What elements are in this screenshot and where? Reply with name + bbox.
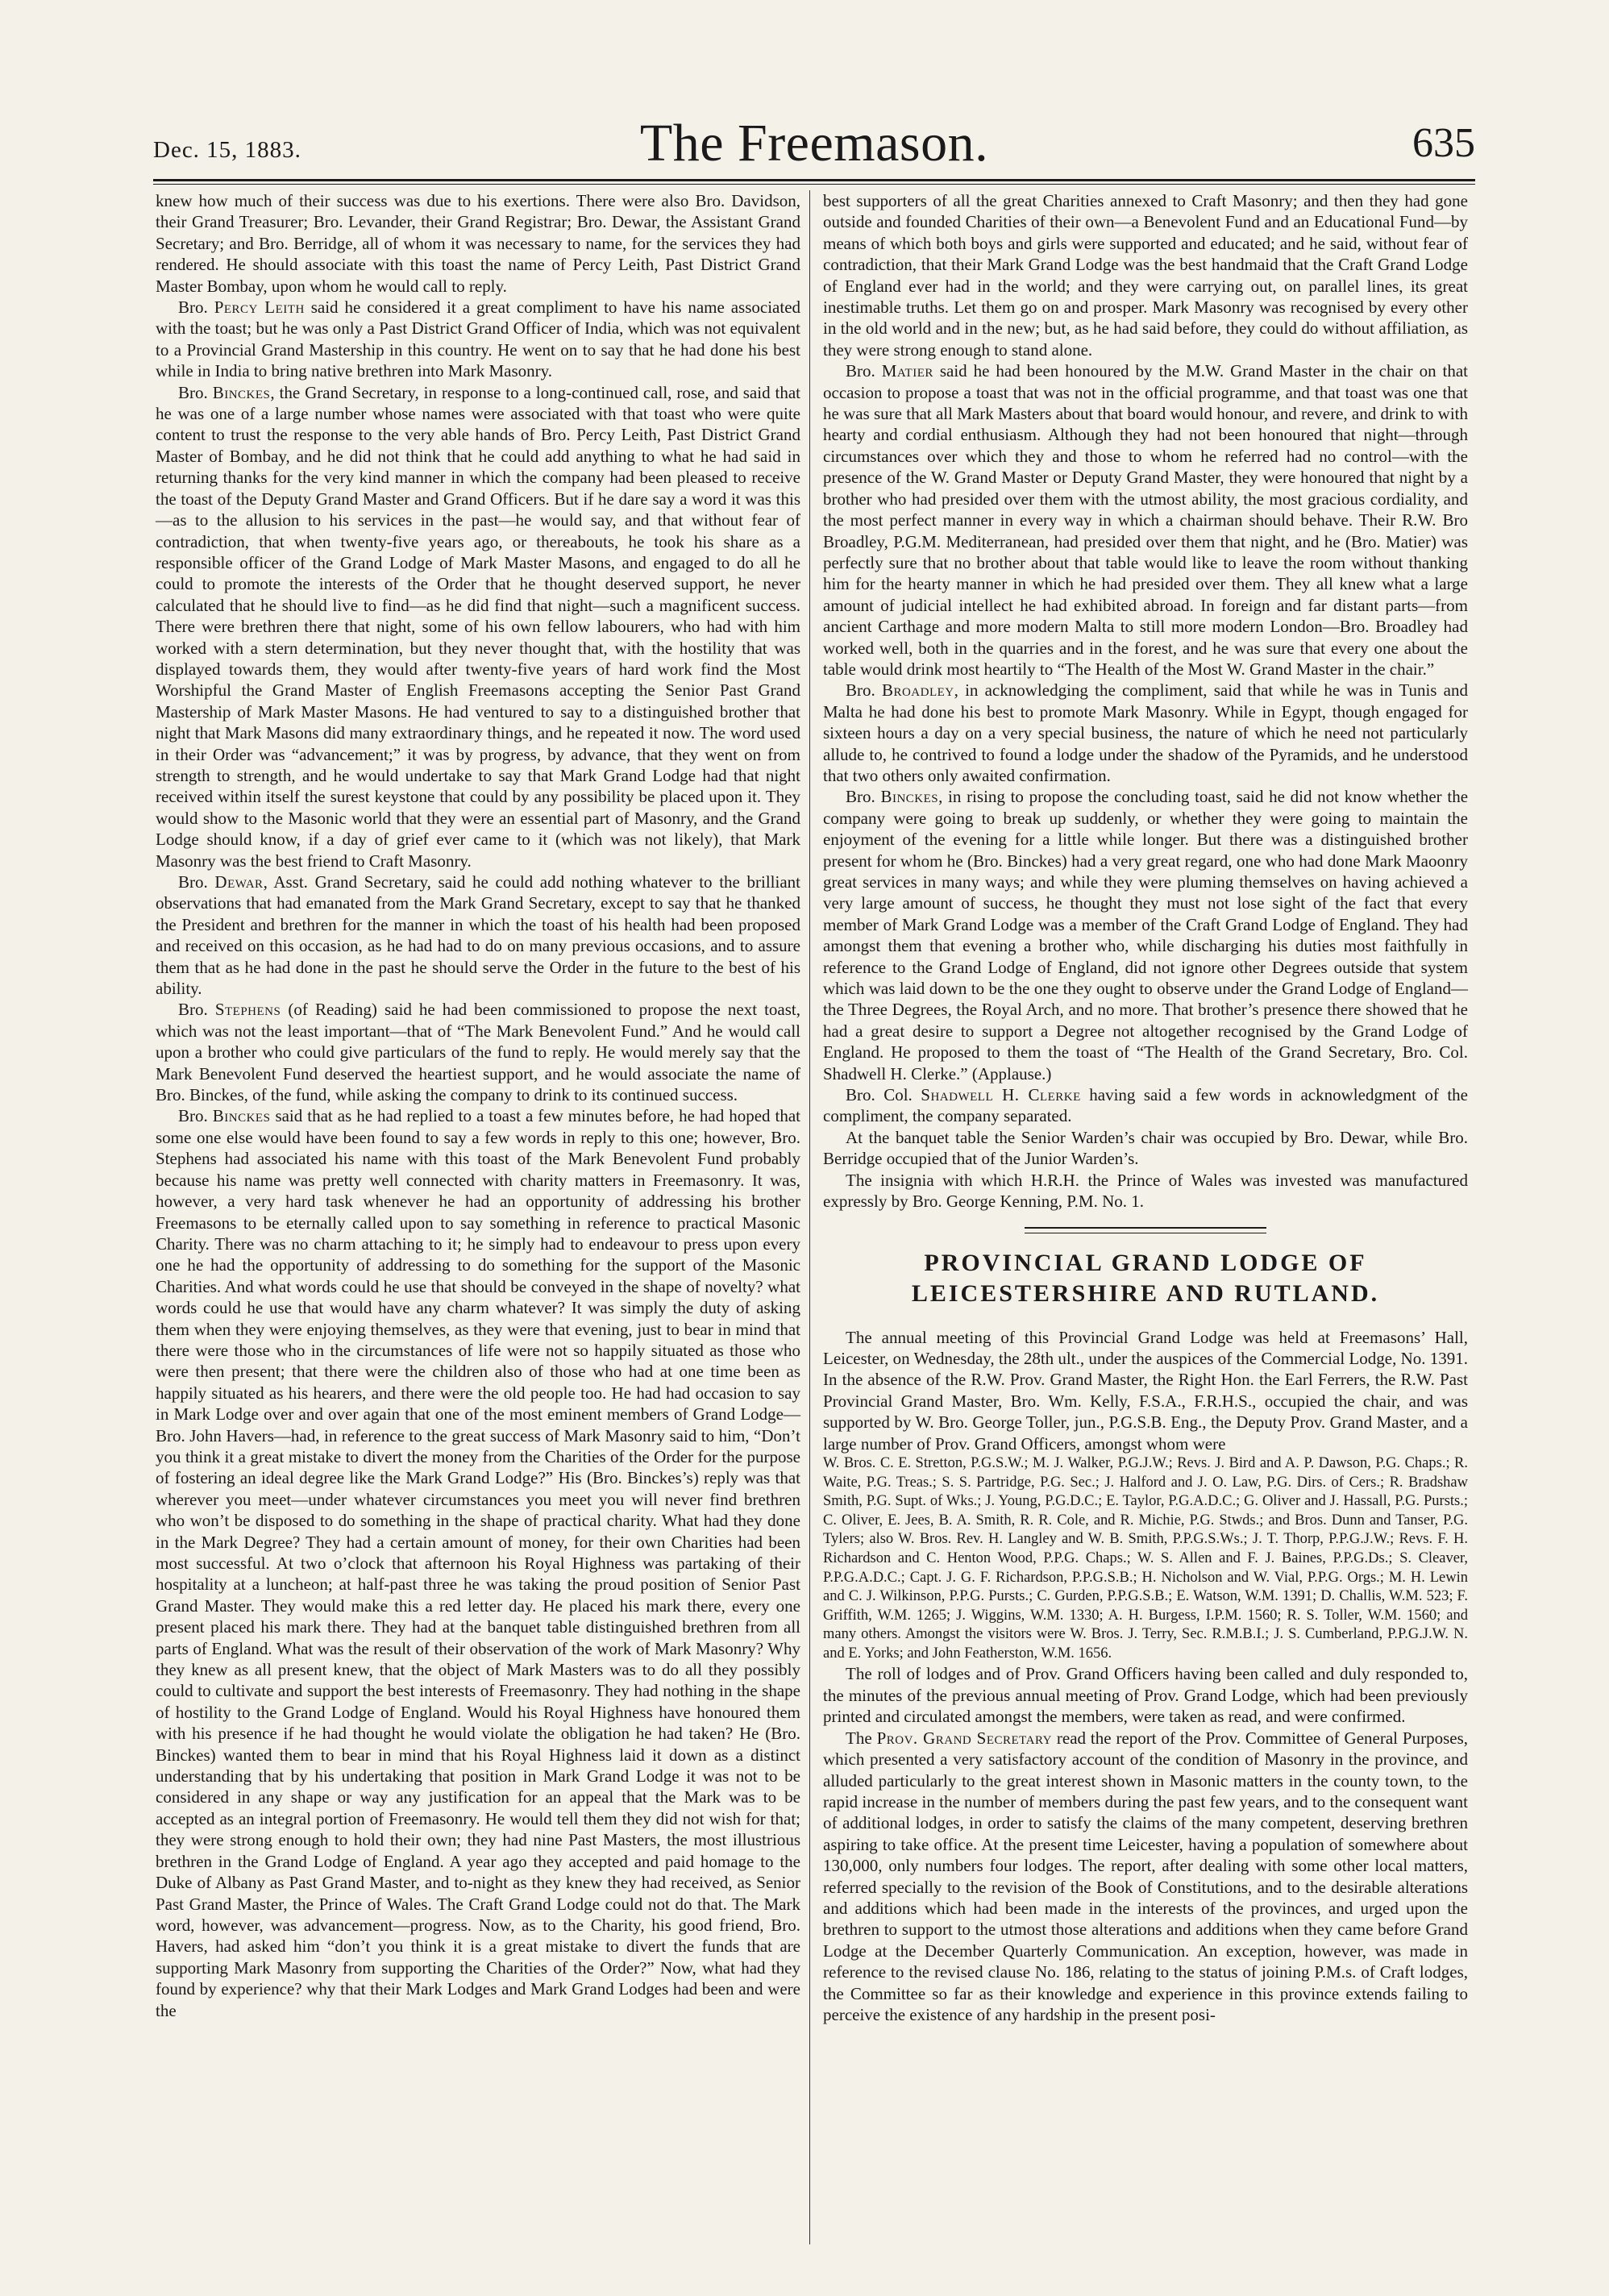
speaker-name: Matier: [881, 361, 933, 381]
speaker-name: Binckes: [880, 787, 939, 807]
column-rule: [809, 190, 810, 2244]
speaker-name: Stephens: [214, 1000, 281, 1020]
paragraph: knew how much of their success was due to his exertions. There were also Bro. Davidson, their Grand Treasurer; Bro. Levander, their Grand Registrar; Bro. Dewar, the Assistant Grand Secretary; and Bro. Berridge, all of whom it was necessary to name, for the services they had rendered. He should associate with this toast the name of Percy Leith, Past District Grand Master Bombay, upon whom he would call to reply.: [156, 191, 800, 296]
paragraph: Bro. Binckes said that as he had replied to a toast a few minutes before, he had hoped that some one else would have been found to say a few words in reply to this one; however, Bro. Stephens had associated his name with this toast of the Mark Benevolent Fund probably because his name was pretty well connected with charity matters in Freemasonry. It was, however, a very hard task whenever he had an opportunity of addressing his brother Freemasons to be eternally called upon to say something in reference to practical Masonic Charity. There was no charm attaching to it; he simply had to endeavour to press upon every one he had the opportunity of addressing to do something for the support of the Masonic Charities. And what words could he use that should be conveyed in the shape of novelty? what words could he use that would have any charm whatever? It was simply the duty of asking them when they were enjoying themselves, as they were that evening, just to bear in mind that there were those who in the circumstances of life were not so happily situated as those who were then present; that there were the children also of those who had at one time been as happily situated as his hearers, and there were the old people too. He had had occasion to say in Mark Lodge over and over again that one of the most eminent members of Grand Lodge—Bro. John Havers—had, in reference to the great success of Mark Masonry said to him, “Don’t you think it a great mistake to divert the money from the Charities of the Order for the purpose of fostering an ideal degree like the Mark Grand Lodge?” His (Bro. Binckes’s) reply was that wherever you meet—under whatever circumstances you meet you will never find brethren who won’t be disposed to do something in the shape of practical charity. What had they done in the Mark Degree? They had a certain amount of money, for their own Charities had been most successful. At two o’clock that afternoon his Royal Highness was partaking of their hospitality at a luncheon; at half-past three he was taking the proud position of Senior Past Grand Master. They would make this a red letter day. He placed his mark there, every one present placed his mark there. They had at the banquet table distinguished brethren from all parts of England. What was the result of their observation of the work of Mark Masonry? Why they knew as all present knew, that the object of Mark Masters was to do all they possibly could to cultivate and support the best interests of Freemasonry. They had nothing in the shape of hostility to the Grand Lodge of England. Would his Royal Highness have honoured them with his presence if he had thought he would violate the obligation he had taken? He (Bro. Binckes) wanted them to bear in mind that his Royal Highness laid it down as a distinct understanding that by his undertaking that position in Mark Grand Lodge it was not to be considered in any shape or way any justification for an appeal that the Mark was to be accepted as an integral portion of Freemasonry. He would tell them they did not wish for that; they were strong enough to hold their own; they had nine Past Masters, the most illustrious brethren in the Grand Lodge of England. A year ago they accepted and paid homage to the Duke of Albany as Past Grand Master, and to-night as they knew they had received, as Senior Past Grand Master, the Prince of Wales. The Craft Grand Lodge could not do that. The Mark word, however, was advancement—progress. Now, as to the Charity, his good friend, Bro. Havers, had asked him “don’t you think it is a great mistake to divert the funds that are supporting Mark Masonry from supporting the Charities of the Order?” Now, what had they found by experience? why that their Mark Lodges and Mark Grand Lodges had been and were the: [156, 1106, 801, 2020]
speaker-name: Percy Leith: [214, 297, 305, 318]
paragraph: Bro. Dewar, Asst. Grand Secretary, said he could add nothing whatever to the brilliant observations that had emanated from the Mark Grand Secretary, except to say that he thanked the President and brethren for the manner in which the toast of his health had been proposed and received on this occasion, as he had had to do on many previous occasions, and to assure them that as he had done in the past he should serve the Order in the future to the best of his ability.: [156, 872, 800, 999]
paragraph: Bro. Stephens (of Reading) said he had been commissioned to propose the next toast, which was not the least important—that of “The Mark Benevolent Fund.” And he would call upon a brother who could give particulars of the fund to reply. He would merely say that the Mark Benevolent Fund deserved the heartiest support, and he would associate the name of Bro. Binckes, of the fund, while asking the company to drink to its continued success.: [156, 1000, 800, 1105]
speaker-name: Shadwell H. Clerke: [921, 1085, 1081, 1105]
paragraph: At the banquet table the Senior Warden’s chair was occupied by Bro. Dewar, while Bro. Berridge occupied that of the Junior Warden’s.: [823, 1127, 1468, 1169]
speaker-name: Binckes: [212, 382, 271, 402]
speaker-name: Dewar: [214, 872, 264, 892]
page-number: 635: [1412, 120, 1475, 166]
paragraph-text: (of Reading) said he had been commissioned to propose the next toast, which was not the least important—that of “The Mark Benevolent Fund.” And he would call upon a brother who could give particulars of the fund to reply. He would merely say that the Mark Benevolent Fund deserved the heartiest support, and he would associate the name of Bro. Binckes, of the fund, while asking the company to drink to its continued success.: [156, 1000, 800, 1105]
attendee-list: W. Bros. C. E. Stretton, P.G.S.W.; M. J. Walker, P.G.J.W.; Revs. J. Bird and A. P. Dawson, P.G. Chaps.; R. Waite, P.G. Treas.; S. S. Partridge, P.G. Sec.; J. Halford and J. O. Law, P.G. Dirs. of Cers.; R. Bradshaw Smith, P.G. Supt. of Wks.; J. Young, P.G.D.C.; E. Taylor, P.G.A.D.C.; G. Oliver and J. Hassall, P.G. Pursts.; C. Oliver, E. Jees, B. A. Smith, R. R. Cole, and R. Michie, P.G. Stwds.; and Bros. Dunn and Tanser, P.G. Tylers; also W. Bros. Rev. H. Langley and W. B. Smith, P.P.G.S.Ws.; J. T. Thorp, P.P.G.J.W.; Revs. F. H. Richardson and C. Henton Wood, P.P.G. Chaps.; W. S. Allen and F. J. Baines, P.P.G.Ds.; S. Cleaver, P.P.G.A.D.C.; Capt. J. G. F. Richardson, P.P.G.S.B.; H. Nicholson and W. Vial, P.P.G. Orgs.; M. H. Lewin and C. J. Wilkinson, P.P.G. Pursts.; C. Gurden, P.P.G.S.B.; E. Watson, W.M. 1391; D. Challis, W.M. 523; F. Griffith, W.M. 1265; J. Wiggins, W.M. 1330; A. H. Burgess, I.P.M. 1560; R. S. Toller, W.M. 1560; and many others. Amongst the visitors were W. Bros. J. Terry, Sec. R.M.B.I.; J. S. Cumberland, P.P.G.J.W. N. and E. Yorks; and John Featherston, W.M. 1656.: [823, 1454, 1468, 1662]
paragraph: Bro. Percy Leith said he considered it a great compliment to have his name associated with the toast; but he was only a Past District Grand Officer of India, which was not equivalent to a Provincial Grand Mastership in this country. He went on to say that he had done his best while in India to bring native brethren into Mark Masonry.: [156, 297, 801, 381]
article-heading: PROVINCIAL GRAND LODGE OF LEICESTERSHIRE AND RUTLAND.: [911, 1249, 1380, 1307]
paragraph-text: , the Grand Secretary, in response to a long-continued call, rose, and said that he was one of a large number whose names were associated with that toast who were quite content to trust the response to the very able hands of Bro. Percy Leith, Past District Grand Master of Bombay, and he did not think that he could add anything to what he had said in returning thanks for the very kind manner in which the company had been pleased to receive the toast of the Deputy Grand Master and Grand Officers. But if he dare say a word it was this—as to the allusion to his services in the past—he would say, and that without fear of contradiction, that when twenty-five years ago, or thereabouts, he took his share as a responsible officer of the Grand Lodge of Mark Master Masons, and engaged to do all he could to promote the interests of the Order that he thought deserved support, he never calculated that he should live to find—as he did find that night—such a magnificent success. There were brethren there that night, some of his own fellow labourers, who had with him worked with a stern determination, but they never thought that, with the hostility that was displayed towards them, they would after twenty-five years of hard work find the Most Worshipful the Grand Master of English Freemasons accepting the Senior Past Grand Mastership of Mark Master Masons. He had ventured to say to a distinguished brother that night that Mark Masons did many extraordinary things, and he repeated it now. The word used in their Order was “advancement;” it was by progress, by advance, that they went on from strength to strength, and he would undertake to say that Mark Grand Lodge had that night received within itself the surest keystone that could by any possibility be placed upon it. They would show to the Masonic world that they were an essential part of Masonry, and the Grand Lodge should know, if a day of grief ever came to it (which was not likely), that Mark Masonry was the best friend to Craft Masonry.: [156, 382, 800, 871]
left-column: [156, 190, 800, 2021]
paragraph: best supporters of all the great Charities annexed to Craft Masonry; and then they had gone outside and founded Charities of their own—a Benevolent Fund and an Educational Fund—by means of which both boys and girls were supported and educated; and he said, without fear of contradiction, that their Mark Grand Lodge was the best handmaid that the Craft Grand Lodge of England ever had in the world; and they were carrying out, on parallel lines, its great inestimable truths. Let them go on and prosper. Mark Masonry was recognised by every other in the old world and in the new; but, as he had said before, they could do without affiliation, as they were strong enough to stand alone.: [823, 191, 1468, 360]
paragraph: Bro. Binckes, in rising to propose the concluding toast, said he did not know whether the company were going to break up suddenly, or whether they were going to maintain the enjoyment of the evening for a little while longer. But there was a distinguished brother present for whom he (Bro. Binckes) had a very great regard, one who had done Mark Maoonry great services in many ways; and while they were pluming themselves on having achieved a very large amount of success, he thought they must not lose sight of the fact that every member of Mark Grand Lodge was a member of the Craft Grand Lodge of England. They had amongst them that evening a brother who, while discharging his duties most faithfully in reference to the Grand Lodge of England, did not ignore other Degrees outside that system which was laid down to be the one they ought to observe under the Grand Lodge of England—the Three Degrees, the Royal Arch, and no more. That brother’s presence there showed that he had a great desire to support a Degree not altogether recognised by the Grand Lodge of England. He proposed to them the toast of “The Health of the Grand Secretary, Bro. Col. Shadwell H. Clerke.” (Applause.): [823, 787, 1469, 1084]
paragraph: Bro. Broadley, in acknowledging the compliment, said that while he was in Tunis and Malta he had done his best to promote Mark Masonry. While in Egypt, though engaged for sixteen hours a day on a very special business, the nature of which he need not particularly allude to, he contrived to found a lodge under the shadow of the Pyramids, and he understood that two others only awaited confirmation.: [823, 680, 1468, 785]
paragraph: The insignia with which H.R.H. the Prince of Wales was invested was manufactured expressly by Bro. George Kenning, P.M. No. 1.: [823, 1170, 1468, 1212]
paragraph-text: having said a few words in acknowledgment of the compliment, the company separated.: [823, 1085, 1469, 1126]
paragraph-text: , Asst. Grand Secretary, said he could add nothing whatever to the brilliant observations that had emanated from the Mark Grand Secretary, except to say that he thanked the President and brethren for the manner in which the toast of his health had been proposed and received on this occasion, as he had had to do on many previous occasions, and to assure them that as he had done in the past he should serve the Order in the future to the best of his ability.: [156, 872, 800, 999]
speaker-name: Prov. Grand Secretary: [876, 1728, 1052, 1748]
section-divider: [1025, 1227, 1266, 1233]
issue-date: Dec. 15, 1883.: [153, 137, 301, 163]
paragraph: The Prov. Grand Secretary read the report of the Prov. Committee of General Purposes, which presented a very satisfactory account of the condition of Masonry in the province, and alluded particularly to the great interest shown in Masonic matters in the county town, to the rapid increase in the number of members during the past few years, and to the consequent want of additional lodges, in order to satisfy the claims of the many competent, deserving brethren aspiring to take office. At the present time Leicester, having a population of somewhere about 130,000, only numbers four lodges. The report, after dealing with some other local matters, referred specially to the revision of the Book of Constitutions, and to the desirable alterations and additions which had been made in the interests of the provinces, and urged upon the brethren to support to the utmost those alterations and additions when they came before Grand Lodge at the December Quarterly Communication. An exception, however, was made in reference to the revised clause No. 186, relating to the status of joining P.M.s. of Craft lodges, the Committee so far as their knowledge and experience in this province extends failing to perceive the existence of any hardship in the present posi-: [823, 1728, 1469, 2024]
paragraph: Bro. Matier said he had been honoured by the M.W. Grand Master in the chair on that occasion to propose a toast that was not in the official programme, and that toast was one that he was sure that all Mark Masters about that board would honour, and revere, and drink to with hearty and cordial enthusiasm. Although they had not been honoured that night—through circumstances over which they and those to whom he referred had no control—with the presence of the W. Grand Master or Deputy Grand Master, they were honoured that night by a brother who had presided over them with the utmost ability, the most gracious cordiality, and the most perfect manner in every way in which a chairman should behave. Their R.W. Bro Broadley, P.G.M. Mediterranean, had presided over them that night, and he (Bro. Matier) was perfectly sure that no brother about that table would like to leave the room without thanking him for the hearty manner in which he had presided over them. They all knew what a large amount of judicial intellect he had exhibited abroad. In foreign and far distant parts—from ancient Carthage and more modern Malta to still more modern London—Bro. Broadley had worked well, both in the quarries and in the forest, and he was sure that every one about the table would drink most heartily to “The Health of the Most W. Grand Master in the chair.”: [823, 361, 1469, 679]
paragraph-text: , in acknowledging the compliment, said that while he was in Tunis and Malta he had done his best to promote Mark Masonry. While in Egypt, though engaged for sixteen hours a day on a very special business, the nature of which he need not particularly allude to, he contrived to found a lodge under the shadow of the Pyramids, and he understood that two others only awaited confirmation.: [823, 680, 1468, 785]
speaker-name: Broadley: [881, 680, 954, 701]
paragraph-text: said he had been honoured by the M.W. Grand Master in the chair on that occasion to propose a toast that was not in the official programme, and that toast was one that he was sure that all Mark Masters about that board would honour, and revere, and drink to with hearty and cordial enthusiasm. Although they had not been honoured that night—through circumstances over which they and those to whom he referred had no control—with the presence of the W. Grand Master or Deputy Grand Master, they were honoured that night by a brother who had presided over them with the utmost ability, the most gracious cordiality, and the most perfect manner in every way in which a chairman should behave. Their R.W. Bro Broadley, P.G.M. Mediterranean, had presided over them that night, and he (Bro. Matier) was perfectly sure that no brother about that table would like to leave the room without thanking him for the hearty manner in which he had presided over them. They all knew what a large amount of judicial intellect he had exhibited abroad. In foreign and far distant parts—from ancient Carthage and more modern Malta to still more modern London—Bro. Broadley had worked well, both in the quarries and in the forest, and he was sure that every one about the table would drink most heartily to “The Health of the Most W. Grand Master in the chair.”: [823, 361, 1469, 679]
speaker-name: Binckes: [212, 1106, 271, 1126]
header-rule: [153, 179, 1475, 185]
paragraph: The annual meeting of this Provincial Grand Lodge was held at Freemasons’ Hall, Leicester, on Wednesday, the 28th ult., under the auspices of the Commercial Lodge, No. 1391. In the absence of the R.W. Prov. Grand Master, the Right Hon. the Earl Ferrers, the R.W. Past Provincial Grand Master, Bro. Wm. Kelly, F.S.A., F.R.H.S., occupied the chair, and was supported by W. Bro. George Toller, jun., P.G.S.B. Eng., the Deputy Prov. Grand Master, and a large number of Prov. Grand Officers, amongst whom were: [823, 1327, 1468, 1454]
page-header: [153, 111, 1475, 176]
right-column: [823, 190, 1468, 2025]
paragraph: Bro. Binckes, the Grand Secretary, in response to a long-continued call, rose, and said that he was one of a large number whose names were associated with that toast who were quite content to trust the response to the very able hands of Bro. Percy Leith, Past District Grand Master of Bombay, and he did not think that he could add anything to what he had said in returning thanks for the very kind manner in which the company had been pleased to receive the toast of the Deputy Grand Master and Grand Officers. But if he dare say a word it was this—as to the allusion to his services in the past—he would say, and that without fear of contradiction, that when twenty-five years ago, or thereabouts, he took his share as a responsible officer of the Grand Lodge of Mark Master Masons, and engaged to do all he could to promote the interests of the Order that he thought deserved support, he never calculated that he should live to find—as he did find that night—such a magnificent success. There were brethren there that night, some of his own fellow labourers, who had with him worked with a stern determination, but they never thought that, with the hostility that was displayed towards them, they would after twenty-five years of hard work find the Most Worshipful the Grand Master of English Freemasons accepting the Senior Past Grand Mastership of Mark Master Masons. He had ventured to say to a distinguished brother that night that Mark Masons did many extraordinary things, and he repeated it now. The word used in their Order was “advancement;” it was by progress, by advance, that they went on from strength to strength, and he would undertake to say that Mark Grand Lodge had that night received within itself the surest keystone that could by any possibility be placed upon it. They would show to the Masonic world that they were an essential part of Masonry, and the Grand Lodge should know, if a day of grief ever came to it (which was not likely), that Mark Masonry was the best friend to Craft Masonry.: [156, 382, 800, 871]
masthead-title: The Freemason.: [639, 114, 989, 173]
paragraph-text: said that as he had replied to a toast a few minutes before, he had hoped that some one else would have been found to say a few words in reply to this one; however, Bro. Stephens had associated his name with this toast of the Mark Benevolent Fund probably because his name was pretty well connected with charity matters in Freemasonry. It was, however, a very hard task whenever he had an opportunity of addressing his brother Freemasons to be eternally called upon to say something in reference to practical Masonic Charity. There was no charm attaching to it; he simply had to endeavour to press upon every one he had the opportunity of addressing to do something for the support of the Masonic Charities. And what words could he use that should be conveyed in the shape of novelty? what words could he use that would have any charm whatever? It was simply the duty of asking them when they were enjoying themselves, as they were that evening, just to bear in mind that there were those who in the circumstances of life were not so happily situated as those who were then present; that there were the children also of those who had at one time been as happily situated as his hearers, and there were the old people too. He had had occasion to say in Mark Lodge over and over again that one of the most eminent members of Grand Lodge—Bro. John Havers—had, in reference to the great success of Mark Masonry said to him, “Don’t you think it a great mistake to divert the money from the Charities of the Order for the purpose of fostering an ideal degree like the Mark Grand Lodge?” His (Bro. Binckes’s) reply was that wherever you meet—under whatever circumstances you meet you will never find brethren who won’t be disposed to do something in the shape of practical charity. What had they done in the Mark Degree? They had a certain amount of money, for their own Charities had been most successful. At two o’clock that afternoon his Royal Highness was partaking of their hospitality at a luncheon; at half-past three he was taking the proud position of Senior Past Grand Master. They would make this a red letter day. He placed his mark there, every one present placed his mark there. They had at the banquet table distinguished brethren from all parts of England. What was the result of their observation of the work of Mark Masonry? Why they knew as all present knew, that the object of Mark Masters was to do all they possibly could to cultivate and support the best interests of Freemasonry. They had nothing in the shape of hostility to the Grand Lodge of England. Would his Royal Highness have honoured them with his presence if he had thought he would violate the obligation he had taken? He (Bro. Binckes) wanted them to bear in mind that his Royal Highness laid it down as a distinct understanding that by his undertaking that position in Mark Grand Lodge it was not to be considered in any shape or way any justification for an appeal that the Mark was to be accepted as an integral portion of Freemasonry. He would tell them they did not wish for that; they were strong enough to hold their own; they had nine Past Masters, the most illustrious brethren in the Grand Lodge of England. A year ago they accepted and paid homage to the Duke of Albany as Past Grand Master, and to-night as they knew they had received, as Senior Past Grand Master, the Prince of Wales. The Craft Grand Lodge could not do that. The Mark word, however, was advancement—progress. Now, as to the Charity, his good friend, Bro. Havers, had asked him “don’t you think it is a great mistake to divert the funds that are supporting Mark Masonry from supporting the Charities of the Order?” Now, what had they found by experience? why that their Mark Lodges and Mark Grand Lodges had been and were the: [156, 1106, 801, 2020]
paragraph: Bro. Col. Shadwell H. Clerke having said a few words in acknowledgment of the compliment, the company separated.: [823, 1085, 1469, 1126]
paragraph-text: , in rising to propose the concluding toast, said he did not know whether the company were going to break up suddenly, or whether they were going to maintain the enjoyment of the evening for a little while longer. But there was a distinguished brother present for whom he (Bro. Binckes) had a very great regard, one who had done Mark Maoonry great services in many ways; and while they were pluming themselves on having achieved a very large amount of success, he thought they must not lose sight of the fact that every member of Mark Grand Lodge was a member of the Craft Grand Lodge of England. They had amongst them that evening a brother who, while discharging his duties most faithfully in reference to the Grand Lodge of England, did not ignore other Degrees outside that system which was laid down to be the one they ought to observe under the Grand Lodge of England—the Three Degrees, the Royal Arch, and no more. That brother’s presence there showed that he had a great desire to support a Degree not altogether recognised by the Grand Lodge of England. He proposed to them the toast of “The Health of the Grand Secretary, Bro. Col. Shadwell H. Clerke.” (Applause.): [823, 787, 1469, 1084]
paragraph-text: read the report of the Prov. Committee of General Purposes, which presented a very satisfactory account of the condition of Masonry in the province, and alluded particularly to the great interest shown in Masonic matters in the county town, to the rapid increase in the number of members during the past few years, and to the consequent want of additional lodges, in order to satisfy the claims of the many competent, deserving brethren aspiring to take office. At the present time Leicester, having a population of somewhere about 130,000, only numbers four lodges. The report, after dealing with some other local matters, referred specially to the revision of the Book of Constitutions, and to the desirable alterations and additions which had been made in the interests of the provinces, and urged upon the brethren to support to the utmost those alterations and additions when they came before Grand Lodge at the December Quarterly Communication. An exception, however, was made in reference to the revised clause No. 186, relating to the status of joining P.M.s. of Craft lodges, the Committee so far as their knowledge and experience in this province extends failing to perceive the existence of any hardship in the present posi-: [823, 1728, 1469, 2024]
paragraph-text: said he considered it a great compliment to have his name associated with the toast; but he was only a Past District Grand Officer of India, which was not equivalent to a Provincial Grand Mastership in this country. He went on to say that he had done his best while in India to bring native brethren into Mark Masonry.: [156, 297, 801, 381]
paragraph: The roll of lodges and of Prov. Grand Officers having been called and duly responded to, the minutes of the previous annual meeting of Prov. Grand Lodge, which had been previously printed and circulated amongst the members, were taken as read, and were confirmed.: [823, 1664, 1468, 1727]
